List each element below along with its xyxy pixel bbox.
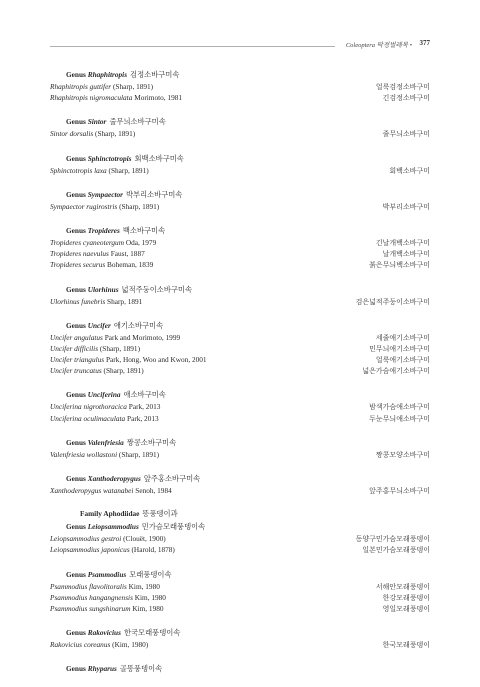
- species-author: Morimoto, 1981: [134, 93, 183, 103]
- species-korean-name: 민무늬애기소바구미: [369, 344, 430, 353]
- species-korean-name: 박부리소바구미: [382, 202, 430, 211]
- species-entry: [50, 639, 148, 650]
- taxon-block: [50, 115, 430, 139]
- species-author: (Sharp, 1891): [118, 449, 160, 459]
- species-entry: [50, 581, 160, 592]
- species-row: [50, 485, 430, 496]
- species-name: Sintor dorsalis: [50, 129, 94, 139]
- genus-korean-name: 박부리소바구미속: [125, 189, 183, 199]
- species-name: Sympaector rugirostris: [50, 201, 118, 211]
- species-entry: [50, 354, 207, 365]
- species-row: [50, 343, 430, 354]
- taxon-block: [50, 388, 430, 423]
- species-entry: [50, 259, 153, 270]
- species-author: Kim, 1980: [134, 592, 166, 602]
- genus-label: Genus: [66, 189, 86, 199]
- genus-korean-name: 골똥풍뎅이속: [119, 664, 163, 674]
- species-author: (Kim, 1980): [112, 640, 149, 650]
- family-heading: [50, 508, 430, 520]
- species-author: Park and Morimoto, 1999: [104, 332, 181, 342]
- genus-label: Genus: [66, 628, 86, 638]
- header-rule: [50, 46, 335, 47]
- genus-heading: [50, 319, 430, 332]
- genus-name: Psammodius: [87, 569, 127, 579]
- genus-label: Genus: [66, 437, 86, 447]
- species-name: Psammodius sungshinarum: [50, 603, 131, 613]
- genus-korean-name: 앞주홍소바구미속: [143, 474, 201, 483]
- species-author: (Harold, 1878): [131, 545, 175, 555]
- species-row: [50, 237, 430, 248]
- genus-label: Genus: [66, 474, 86, 483]
- species-name: Rhaphitropis nigromaculata: [50, 93, 133, 103]
- species-row: [50, 401, 430, 412]
- taxon-block: [50, 68, 430, 103]
- species-author: (Sharp, 1891): [108, 165, 149, 175]
- species-row: [50, 81, 430, 92]
- genus-heading: [50, 472, 430, 485]
- species-name: Leiopsammodius gestroi: [50, 534, 122, 544]
- taxon-block: [50, 436, 430, 460]
- species-korean-name: 얼룩애기소바구미: [375, 356, 430, 365]
- species-korean-name: 한국모래풍뎅이: [382, 641, 430, 650]
- genus-korean-name: 애소바구미속: [123, 390, 166, 400]
- species-korean-name: 회백소바구미: [389, 166, 430, 175]
- taxon-block: [50, 152, 430, 176]
- species-entry: [50, 413, 159, 424]
- taxon-block: [50, 626, 430, 650]
- species-row: [50, 165, 430, 176]
- genus-korean-name: 검정소바구미속: [130, 70, 180, 79]
- genus-name: Rhaphitropis: [87, 70, 128, 79]
- species-korean-name: 서해안모래풍뎅이: [375, 582, 430, 591]
- species-author: (Sharp, 1891): [119, 201, 160, 211]
- species-author: Kim, 1980: [128, 581, 160, 591]
- taxon-block: [50, 224, 430, 271]
- species-author: Park, 2013: [128, 402, 161, 412]
- taxon-block: [50, 662, 430, 675]
- species-name: Psammodius flavolitoralis: [50, 581, 127, 591]
- species-korean-name: 앞주홍무늬소바구미: [369, 487, 430, 495]
- species-author: Park, Hong, Woo and Kwon, 2001: [105, 355, 207, 365]
- genus-heading: [50, 188, 430, 201]
- genus-heading: [50, 662, 430, 675]
- species-row: [50, 413, 430, 424]
- species-row: [50, 581, 430, 592]
- species-korean-name: 영일모래풍뎅이: [382, 604, 430, 613]
- species-entry: [50, 165, 149, 176]
- genus-korean-name: 짱콩소바구미속: [126, 437, 177, 447]
- species-korean-name: 얼룩검정소바구미: [375, 83, 430, 91]
- species-name: Tropideres naevulus: [50, 249, 109, 259]
- genus-label: Genus: [66, 390, 86, 400]
- species-author: Sharp, 1891: [107, 296, 143, 306]
- species-name: Unciferina nigrothoracica: [50, 402, 127, 412]
- species-author: Faust, 1887: [110, 249, 145, 259]
- species-row: [50, 592, 430, 603]
- species-entry: [50, 533, 166, 544]
- species-korean-name: 동양구민가슴모래풍뎅이: [355, 535, 430, 544]
- species-name: Tropideres securus: [50, 260, 106, 270]
- genus-heading: [50, 152, 430, 165]
- genus-label: Genus: [66, 153, 86, 163]
- species-author: (Sharp, 1891): [99, 343, 141, 353]
- genus-label: Genus: [66, 225, 86, 235]
- species-row: [50, 128, 430, 139]
- species-name: Psammodius hangangnensis: [50, 592, 133, 602]
- species-entry: [50, 92, 182, 103]
- species-author: Senoh, 1984: [135, 486, 172, 495]
- species-entry: [50, 248, 145, 259]
- genus-name: Tropideres: [87, 225, 120, 235]
- genus-heading: [50, 388, 430, 401]
- species-korean-name: 검은넓적주둥이소바구미: [355, 297, 430, 306]
- species-entry: [50, 81, 153, 92]
- genus-heading: [50, 224, 430, 237]
- taxon-block: [50, 568, 430, 615]
- genus-label: Genus: [66, 70, 86, 79]
- species-name: Uncifer difficilis: [50, 343, 99, 353]
- genus-label: Genus: [66, 664, 86, 674]
- genus-name: Unciferina: [87, 390, 121, 400]
- species-row: [50, 92, 430, 103]
- genus-name: Valenfriesia: [87, 437, 124, 447]
- genus-heading: [50, 68, 430, 81]
- species-entry: [50, 237, 156, 248]
- species-author: (Clouët, 1900): [123, 534, 166, 544]
- genus-heading: [50, 626, 430, 639]
- checklist: [50, 68, 430, 687]
- species-author: Oda, 1979: [125, 237, 157, 247]
- taxon-block: [50, 188, 430, 212]
- species-name: Sphinctotropis laxa: [50, 165, 107, 175]
- species-row: [50, 365, 430, 376]
- genus-korean-name: 줄무늬소바구미속: [109, 117, 166, 127]
- family-korean-name: 똥풍뎅이과: [142, 509, 178, 519]
- genus-korean-name: 백소바구미속: [122, 225, 166, 235]
- species-row: [50, 354, 430, 365]
- species-entry: [50, 365, 144, 376]
- taxon-block: [50, 472, 430, 496]
- species-entry: [50, 201, 159, 212]
- species-entry: [50, 343, 140, 354]
- species-author: Boheman, 1839: [107, 260, 154, 270]
- species-author: (Sharp, 1891): [112, 82, 154, 91]
- genus-name: Leiopsammodius: [87, 522, 139, 532]
- species-entry: [50, 332, 180, 343]
- species-name: Valenfriesia wollastoni: [50, 449, 118, 459]
- species-name: Rakovicius coreanus: [50, 640, 111, 650]
- species-name: Uncifer truncatus: [50, 366, 102, 376]
- species-korean-name: 세줄애기소바구미: [375, 333, 430, 342]
- species-korean-name: 날개백소바구미: [382, 250, 430, 259]
- species-row: [50, 332, 430, 343]
- header-title: Coleoptera 딱정벌레목 •: [345, 42, 412, 49]
- species-author: Park, 2013: [127, 413, 159, 423]
- species-entry: [50, 485, 172, 496]
- species-korean-name: 긴날개백소바구미: [375, 238, 430, 247]
- page-number: 377: [419, 39, 430, 47]
- species-korean-name: 넓은가슴애기소바구미: [362, 367, 430, 376]
- species-row: [50, 639, 430, 650]
- genus-name: Xanthoderopygus: [87, 474, 141, 483]
- species-author: Kim, 1980: [132, 603, 164, 613]
- genus-korean-name: 넓적주둥이소바구미속: [121, 284, 193, 294]
- species-row: [50, 248, 430, 259]
- genus-name: Sphinctotropis: [87, 153, 132, 163]
- species-row: [50, 296, 430, 307]
- genus-label: Genus: [66, 522, 86, 532]
- species-entry: [50, 128, 135, 139]
- genus-name: Ulorhinus: [87, 284, 119, 294]
- species-entry: [50, 401, 160, 412]
- species-author: (Sharp, 1891): [95, 129, 136, 139]
- species-name: Xanthoderopygus watanabei: [50, 486, 134, 495]
- genus-heading: [50, 520, 430, 533]
- taxon-block: [50, 319, 430, 377]
- genus-label: Genus: [66, 284, 86, 294]
- genus-name: Uncifer: [87, 320, 111, 330]
- species-korean-name: 밤색가슴애소바구미: [369, 403, 430, 412]
- genus-korean-name: 한국모래풍뎅이속: [123, 628, 181, 638]
- species-entry: [50, 592, 166, 603]
- species-row: [50, 533, 430, 544]
- species-name: Uncifer triangulus: [50, 355, 105, 365]
- species-korean-name: 줄무늬소바구미: [382, 130, 430, 139]
- species-row: [50, 259, 430, 270]
- species-name: Tropideres cyaneotergum: [50, 237, 124, 247]
- running-header: [50, 40, 430, 52]
- species-row: [50, 449, 430, 460]
- family-name: Aphodiidae: [103, 509, 140, 519]
- species-korean-name: 긴검정소바구미: [382, 94, 430, 103]
- genus-korean-name: 애기소바구미속: [113, 320, 164, 330]
- species-name: Ulorhinus funebris: [50, 296, 106, 306]
- genus-name: Rhyparus: [87, 664, 117, 674]
- species-entry: [50, 603, 164, 614]
- genus-name: Rakovicius: [87, 628, 121, 638]
- genus-heading: [50, 115, 430, 128]
- genus-name: Sintor: [87, 117, 107, 127]
- species-row: [50, 603, 430, 614]
- genus-heading: [50, 283, 430, 296]
- genus-label: Genus: [66, 320, 86, 330]
- taxon-block: [50, 508, 430, 555]
- species-name: Rhaphitropis guttifer: [50, 82, 112, 91]
- taxon-block: [50, 283, 430, 307]
- genus-korean-name: 민가슴모래풍뎅이속: [141, 522, 206, 532]
- genus-label: Genus: [66, 569, 86, 579]
- species-korean-name: 두눈무늬애소바구미: [369, 414, 430, 423]
- species-row: [50, 201, 430, 212]
- genus-heading: [50, 568, 430, 581]
- genus-heading: [50, 436, 430, 449]
- genus-korean-name: 회백소바구미속: [134, 153, 184, 163]
- genus-name: Sympaector: [87, 189, 123, 199]
- species-korean-name: 짱콩모양소바구미: [375, 450, 430, 459]
- genus-label: Genus: [66, 117, 86, 127]
- species-name: Unciferina oculimaculata: [50, 413, 126, 423]
- species-entry: [50, 449, 159, 460]
- genus-korean-name: 모래풍뎅이속: [129, 569, 172, 579]
- species-row: [50, 544, 430, 555]
- species-name: Leiopsammodius japonicus: [50, 545, 130, 555]
- species-author: (Sharp, 1891): [103, 366, 144, 376]
- species-entry: [50, 544, 175, 555]
- species-korean-name: 일본민가슴모래풍뎅이: [362, 546, 430, 555]
- species-korean-name: 한강모래풍뎅이: [382, 593, 430, 602]
- species-name: Uncifer angulatus: [50, 332, 103, 342]
- species-korean-name: 붉은무늬백소바구미: [369, 261, 430, 270]
- family-label: Family: [80, 509, 102, 519]
- species-entry: [50, 296, 142, 307]
